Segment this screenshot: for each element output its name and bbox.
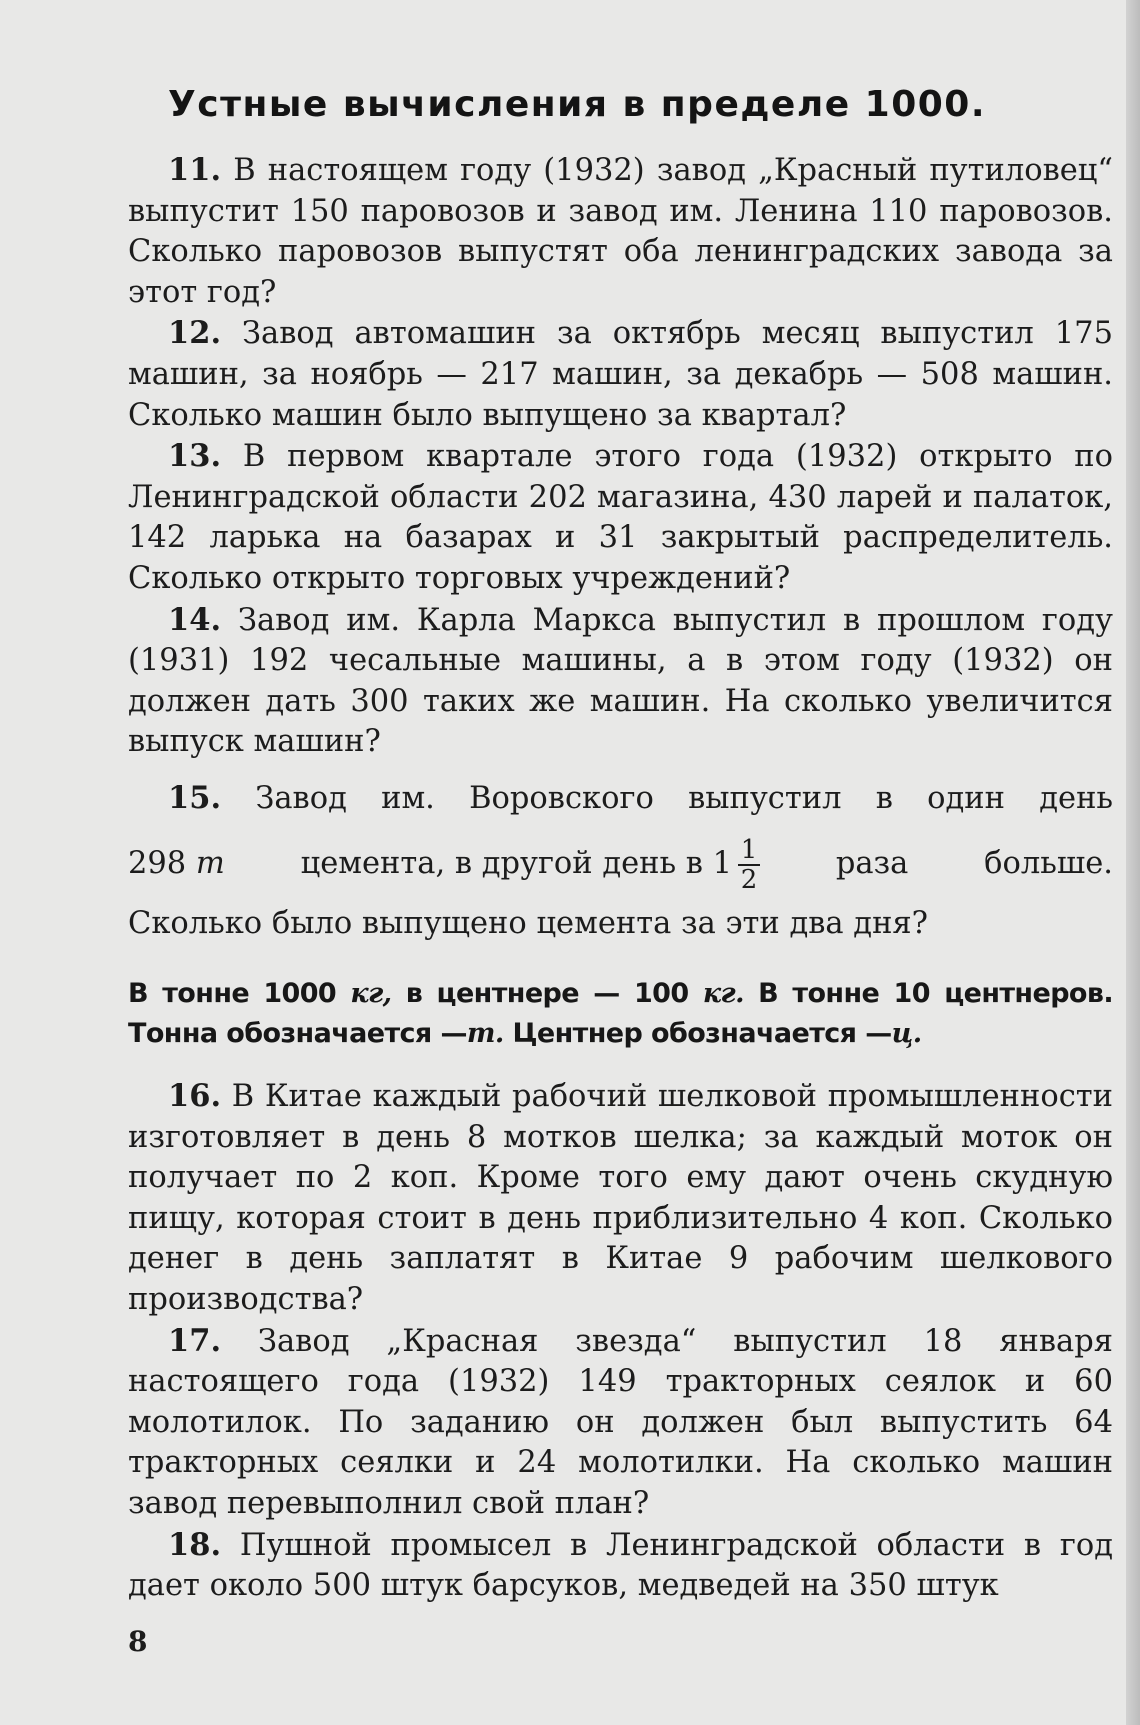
page-number: 8 xyxy=(128,1625,148,1658)
units-note xyxy=(128,974,1113,1054)
problem-15 xyxy=(128,778,1113,944)
problem-11 xyxy=(128,150,1113,313)
problem-number: 13. xyxy=(168,438,222,475)
problem-15-line-2 xyxy=(128,834,1113,894)
problem-text: Завод автомашин за октябрь месяц выпустил 175 машин, за ноябрь — 217 машин, за декабрь — 508 машин. Сколько машин было выпущено за квартал? xyxy=(128,316,1113,433)
problem-text: В настоящем году (1932) завод „Красный путиловец“ выпустит 150 паровозов и завод им. Ленина 110 паровозов. Сколько паровозов выпустят оба ленинградских завода за этот год? xyxy=(128,153,1113,310)
problem-text: больше. xyxy=(984,845,1113,881)
problem-14 xyxy=(128,600,1113,763)
fraction-numerator: 1 xyxy=(740,834,758,865)
problem-15-segment xyxy=(301,834,760,894)
unit-label: кг, xyxy=(350,978,392,1009)
note-text: в центнере — 100 xyxy=(405,978,689,1009)
unit-label: кг. xyxy=(702,978,744,1009)
problem-number: 12. xyxy=(168,315,222,352)
problem-text: раза xyxy=(835,845,909,881)
problem-number: 15. xyxy=(168,780,222,816)
problem-15-segment xyxy=(128,834,225,894)
problems-block-1 xyxy=(128,150,1113,763)
problem-text: В Китае каждый рабочий шелковой промышленности изготовляет в день 8 мотков шелка; за каждый моток он получает по 2 коп. Кроме того ему дают очень скудную пищу, которая стоит в день приблизительно 4 коп. Сколько денег в день заплатят в Китае 9 рабочим шелкового производства? xyxy=(128,1079,1113,1317)
unit-label: ц. xyxy=(891,1018,922,1049)
problem-number: 17. xyxy=(168,1322,222,1359)
problem-17 xyxy=(128,1321,1113,1525)
problems-block-2 xyxy=(128,1076,1113,1607)
problem-12 xyxy=(128,313,1113,436)
problem-16 xyxy=(128,1076,1113,1321)
problem-text: Завод им. Воровского выпустил в один день xyxy=(255,781,1113,816)
page-edge-shadow xyxy=(1126,0,1140,1725)
unit-label: т xyxy=(195,845,225,881)
problem-text: цемента, в другой день в 1 xyxy=(300,845,733,881)
fraction-denominator: 2 xyxy=(740,864,758,895)
problem-text: В первом квартале этого года (1932) открыто по Ленинградской области 202 магазина, 430 ларей и палаток, 142 ларька на базарах и 31 закрытый распределитель. Сколько открыто торговых учреждений? xyxy=(128,439,1113,596)
problem-number: 16. xyxy=(168,1078,222,1114)
problem-text: Завод „Красная звезда“ выпустил 18 января настоящего года (1932) 149 тракторных сеялок и 60 молотилок. По заданию он должен был выпустить 64 тракторных сеялки и 24 молотилки. На сколько машин завод перевыполнил свой план? xyxy=(128,1323,1113,1521)
problem-18 xyxy=(128,1525,1113,1607)
problem-15-line-1 xyxy=(128,778,1113,820)
note-text: В тонне 1000 xyxy=(128,978,337,1009)
problem-number: 14. xyxy=(168,601,222,638)
problem-15-line-3: Сколько было выпущено цемента за эти два дня? xyxy=(128,905,928,941)
problem-number: 11. xyxy=(168,152,222,188)
unit-label: т. xyxy=(466,1018,504,1049)
quantity: 298 xyxy=(128,845,187,881)
fraction xyxy=(738,836,760,894)
problem-text: Пушной промысел в Ленинградской области в год дает около 500 штук барсуков, медведей на 350 штук xyxy=(128,1527,1113,1604)
problem-13 xyxy=(128,436,1113,599)
section-title: Устные вычисления в пределе 1000. xyxy=(168,84,987,125)
problem-text: Завод им. Карла Маркса выпустил в прошлом году (1931) 192 чесальные машины, а в этом году (1932) он должен дать 300 таких же машин. На сколько увеличится выпуск машин? xyxy=(128,602,1113,760)
note-text: В тонне 10 центнеров. Тонна обозначается — xyxy=(128,978,1114,1049)
problem-number: 18. xyxy=(168,1526,222,1563)
note-text: Центнер обозначается — xyxy=(512,1018,892,1049)
